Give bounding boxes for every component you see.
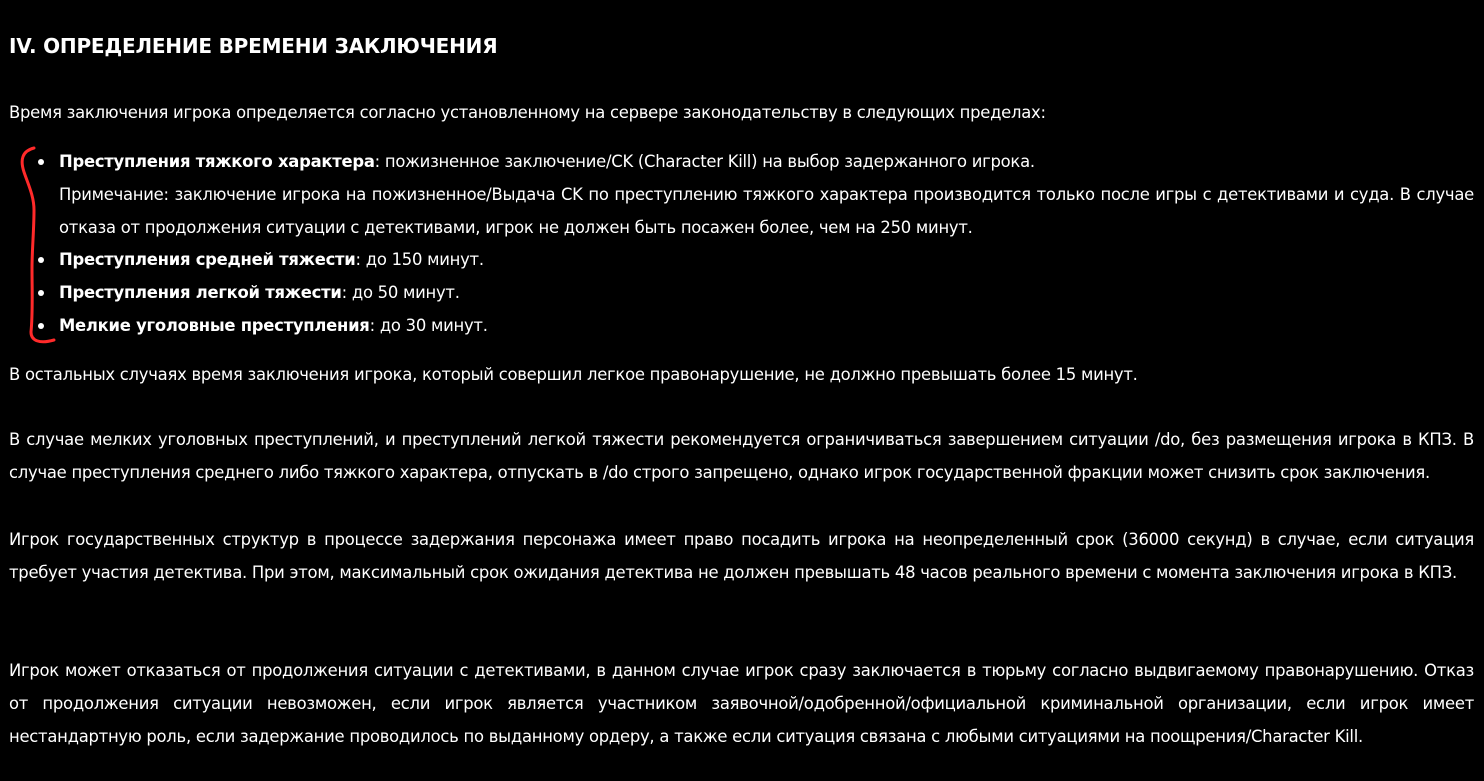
note-text: Примечание: заключение игрока на пожизненное/Выдача CK по преступлению тяжкого характера производится только после игры с детективами и суда. В случае отказа от продолжения ситуации с детективами, игрок не должен быть посажен более, чем на 250 минут.	[59, 184, 1474, 237]
list-item-petty	[59, 310, 1474, 343]
penalty-list	[9, 146, 1474, 343]
list-item-text: : до 50 минут.	[341, 283, 460, 303]
list-item-text: : до 30 минут.	[369, 315, 488, 335]
list-item-term: Преступления легкой тяжести	[59, 283, 342, 303]
bullet-icon	[38, 323, 44, 329]
minor-crimes-paragraph: В случае мелких уголовных преступлений, и преступлений легкой тяжести рекомендуется ограничиваться завершением ситуации /do, без размещения игрока в КПЗ. В случае преступления среднего либо тяжкого характера, отпускать в /do строго запрещено, однако игрок государственной фракции может снизить срок заключения.	[9, 430, 1474, 482]
intro-paragraph: Время заключения игрока определяется согласно установленному на сервере законодательству в следующих пределах:	[9, 103, 1046, 122]
other-cases-paragraph: В остальных случаях время заключения игрока, который совершил легкое правонарушение, не должно превышать более 15 минут.	[9, 365, 1138, 384]
state-player-paragraph: Игрок государственных структур в процессе задержания персонажа имеет право посадить игрока на неопределенный срок (36000 секунд) в случае, если ситуация требует участия детектива. При этом, максимальный срок ожидания детектива не должен превышать 48 часов реального времени с момента заключения игрока в КПЗ.	[9, 530, 1474, 582]
section-title: IV. ОПРЕДЕЛЕНИЕ ВРЕМЕНИ ЗАКЛЮЧЕНИЯ	[9, 34, 498, 58]
list-item-term: Преступления тяжкого характера	[59, 152, 375, 171]
list-item-grave	[59, 146, 1474, 244]
list-item-text: : до 150 минут.	[355, 250, 484, 270]
list-item-medium	[59, 244, 1474, 277]
list-item-light	[59, 277, 1474, 310]
bullet-icon	[38, 290, 44, 296]
list-item-term: Преступления средней тяжести	[59, 250, 356, 270]
bullet-icon	[38, 257, 44, 263]
list-item-term: Мелкие уголовные преступления	[59, 315, 370, 335]
list-item-text: : пожизненное заключение/CK (Character Kill) на выбор задержанного игрока.	[374, 152, 1035, 171]
bullet-icon	[38, 159, 44, 165]
refusal-paragraph: Игрок может отказаться от продолжения ситуации с детективами, в данном случае игрок сразу заключается в тюрьму согласно выдвигаемому правонарушению. Отказ от продолжения ситуации невозможен, если игрок является участником заявочной/одобренной/официальной криминальной организации, если игрок имеет нестандартную роль, если задержание проводилось по выданному ордеру, а также если ситуация связана с любыми ситуациями на поощрения/Character Kill.	[9, 661, 1474, 746]
